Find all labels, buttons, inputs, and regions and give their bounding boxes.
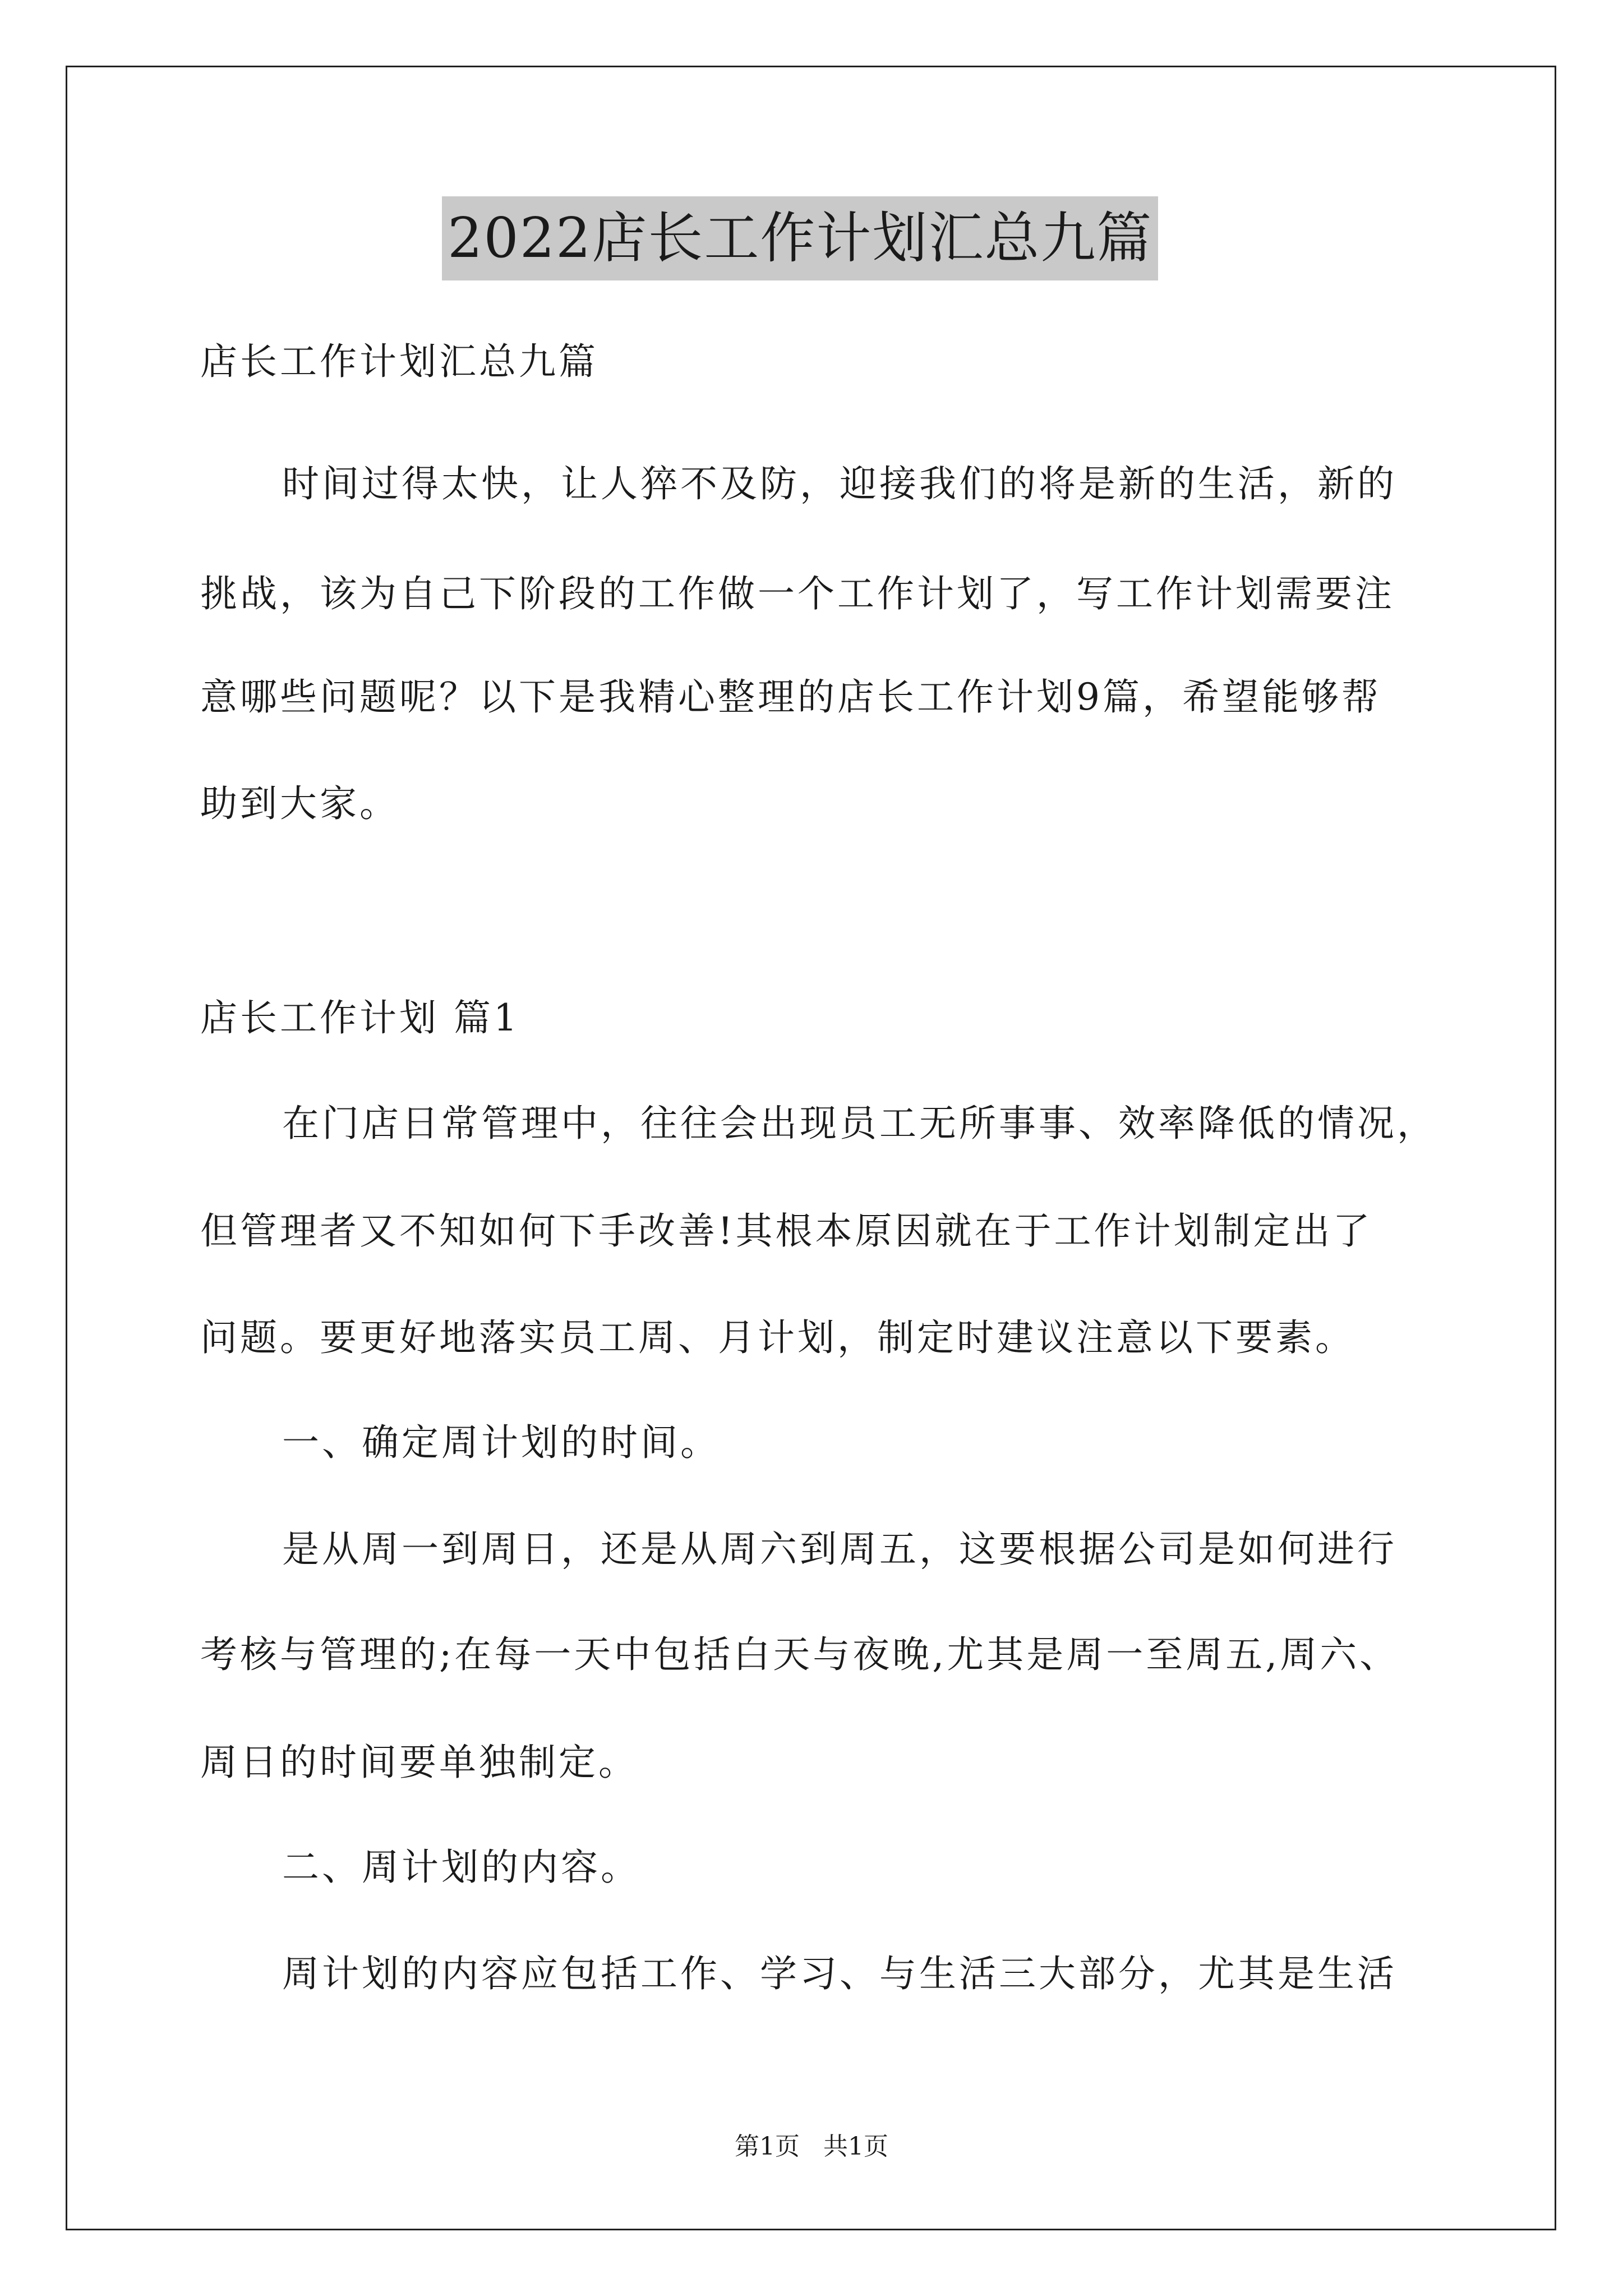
paragraph-line: 考核与管理的;在每一天中包括白天与夜晚,尤其是周一至周五,周六、 — [200, 1633, 1400, 1676]
section-heading: 店长工作计划 篇1 — [200, 996, 520, 1039]
paragraph-line: 问题。要更好地落实员工周、月计划，制定时建议注意以下要素。 — [200, 1316, 1355, 1359]
paragraph-line: 挑战，该为自己下阶段的工作做一个工作计划了，写工作计划需要注 — [200, 572, 1395, 615]
subtitle-line: 店长工作计划汇总九篇 — [200, 340, 598, 383]
paragraph-line: 一、确定周计划的时间。 — [282, 1421, 720, 1464]
paragraph-line: 在门店日常管理中，往往会出现员工无所事事、效率降低的情况， — [282, 1102, 1437, 1145]
paragraph-line: 周日的时间要单独制定。 — [200, 1741, 638, 1784]
page-footer: 第1页 共1页 — [735, 2132, 888, 2161]
paragraph-line: 但管理者又不知如何下手改善!其根本原因就在于工作计划制定出了 — [200, 1209, 1373, 1253]
paragraph-line: 周计划的内容应包括工作、学习、与生活三大部分，尤其是生活 — [282, 1952, 1397, 1995]
paragraph-line: 是从周一到周日，还是从周六到周五，这要根据公司是如何进行 — [282, 1527, 1397, 1571]
paragraph-line: 意哪些问题呢？以下是我精心整理的店长工作计划9篇，希望能够帮 — [200, 675, 1381, 719]
paragraph-line: 二、周计划的内容。 — [282, 1846, 640, 1889]
paragraph-line: 时间过得太快，让人猝不及防，迎接我们的将是新的生活，新的 — [282, 462, 1397, 505]
paragraph-line: 助到大家。 — [200, 782, 399, 825]
document-title: 2022店长工作计划汇总九篇 — [442, 196, 1158, 280]
